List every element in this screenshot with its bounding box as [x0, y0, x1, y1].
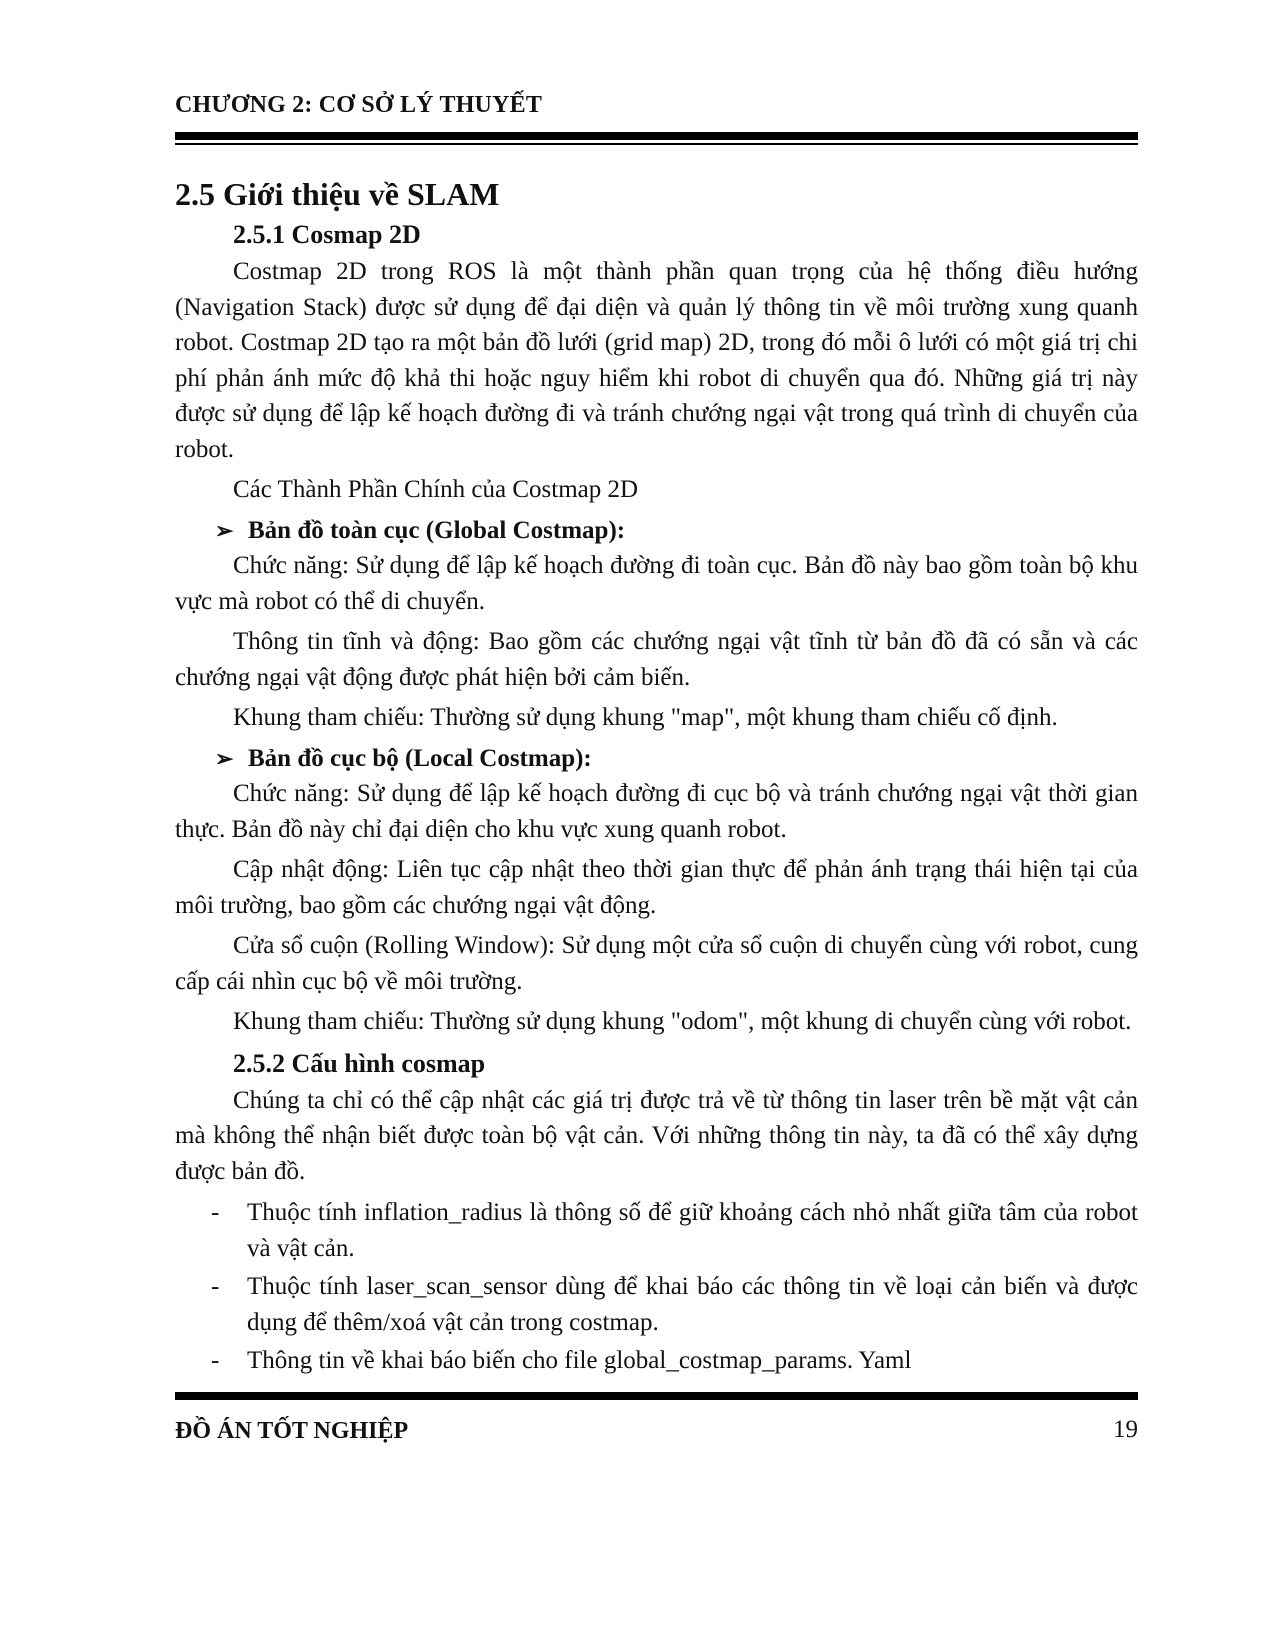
section-title: 2.5 Giới thiệu về SLAM	[175, 176, 500, 212]
dash-bullet: -	[211, 1347, 220, 1374]
dash-bullet: -	[211, 1273, 220, 1300]
list-item-text: Thuộc tính inflation_radius là thông số để giữ khoảng cách nhỏ nhất giữa tâm của robot và vật cản.	[247, 1199, 1138, 1262]
paragraph-local-update: Cập nhật động: Liên tục cập nhật theo thời gian thực để phản ánh trạng thái hiện tại của môi trường, bao gồm các chướng ngại vật động.	[175, 856, 1138, 919]
page-number: 19	[1113, 1416, 1138, 1443]
footer-rule	[175, 1392, 1138, 1400]
paragraph-global-frame: Khung tham chiếu: Thường sử dụng khung "map", một khung tham chiếu cố định.	[233, 704, 1058, 731]
list-item	[175, 1195, 1138, 1266]
arrow-bullet-icon: ➢	[215, 517, 234, 543]
list-item-text: Thuộc tính laser_scan_sensor dùng để khai báo các thông tin về loại cản biến và được dụng để thêm/xoá vật cản trong costmap.	[247, 1273, 1138, 1336]
chapter-header: CHƯƠNG 2: CƠ SỞ LÝ THUYẾT	[175, 92, 543, 118]
dash-bullet: -	[211, 1199, 220, 1226]
list-item	[175, 1269, 1138, 1340]
paragraph-components-heading: Các Thành Phần Chính của Costmap 2D	[233, 476, 639, 503]
paragraph-global-function: Chức năng: Sử dụng để lập kế hoạch đường đi toàn cục. Bản đồ này bao gồm toàn bộ khu vực mà robot có thể di chuyển.	[175, 552, 1138, 615]
page-content	[175, 172, 1138, 1382]
local-costmap-heading-text: Bản đồ cục bộ (Local Costmap):	[248, 744, 592, 772]
paragraph-costmap-intro: Costmap 2D trong ROS là một thành phần quan trọng của hệ thống điều hướng (Navigation Stack) được sử dụng để đại diện và quản lý thông tin về môi trường xung quanh robot. Costmap 2D tạo ra một bản đồ lưới (grid map) 2D, trong đó mỗi ô lưới có một giá trị chi phí phản ánh mức độ khả thi hoặc nguy hiểm khi robot di chuyển qua đó. Những giá trị này được sử dụng để lập kế hoạch đường đi và tránh chướng ngại vật trong quá trình di chuyển của robot.	[175, 258, 1138, 463]
paragraph-local-frame: Khung tham chiếu: Thường sử dụng khung "odom", một khung di chuyển cùng với robot.	[233, 1008, 1132, 1035]
local-costmap-heading	[215, 741, 1138, 777]
paragraph-config-intro: Chúng ta chỉ có thể cập nhật các giá trị được trả về từ thông tin laser trên bề mặt vật cản mà không thể nhận biết được toàn bộ vật cản. Với những thông tin này, ta đã có thể xây dựng được bản đồ.	[175, 1086, 1138, 1185]
global-costmap-heading-text: Bản đồ toàn cục (Global Costmap):	[248, 516, 626, 544]
header-rule-thin	[175, 143, 1138, 145]
footer-title: ĐỒ ÁN TỐT NGHIỆP	[175, 1418, 409, 1444]
paragraph-local-function: Chức năng: Sử dụng để lập kế hoạch đường đi cục bộ và tránh chướng ngại vật thời gian thực. Bản đồ này chỉ đại diện cho khu vực xung quanh robot.	[175, 780, 1138, 843]
arrow-bullet-icon: ➢	[215, 745, 234, 771]
paragraph-global-static-dynamic: Thông tin tĩnh và động: Bao gồm các chướng ngại vật tĩnh từ bản đồ đã có sẵn và các chướng ngại vật động được phát hiện bởi cảm biến.	[175, 628, 1138, 691]
header-rule-thick	[175, 132, 1138, 140]
subsection-title-cosmap-2d: 2.5.1 Cosmap 2D	[233, 220, 421, 249]
list-item-text: Thông tin về khai báo biến cho file global_costmap_params. Yaml	[247, 1347, 912, 1374]
subsection-title-cosmap-config: 2.5.2 Cấu hình cosmap	[233, 1048, 486, 1078]
paragraph-local-rolling-window: Cửa sổ cuộn (Rolling Window): Sử dụng một cửa sổ cuộn di chuyển cùng với robot, cung cấp cái nhìn cục bộ về môi trường.	[175, 932, 1138, 995]
config-list	[175, 1195, 1138, 1379]
list-item	[175, 1343, 1138, 1379]
global-costmap-heading	[215, 513, 1138, 549]
